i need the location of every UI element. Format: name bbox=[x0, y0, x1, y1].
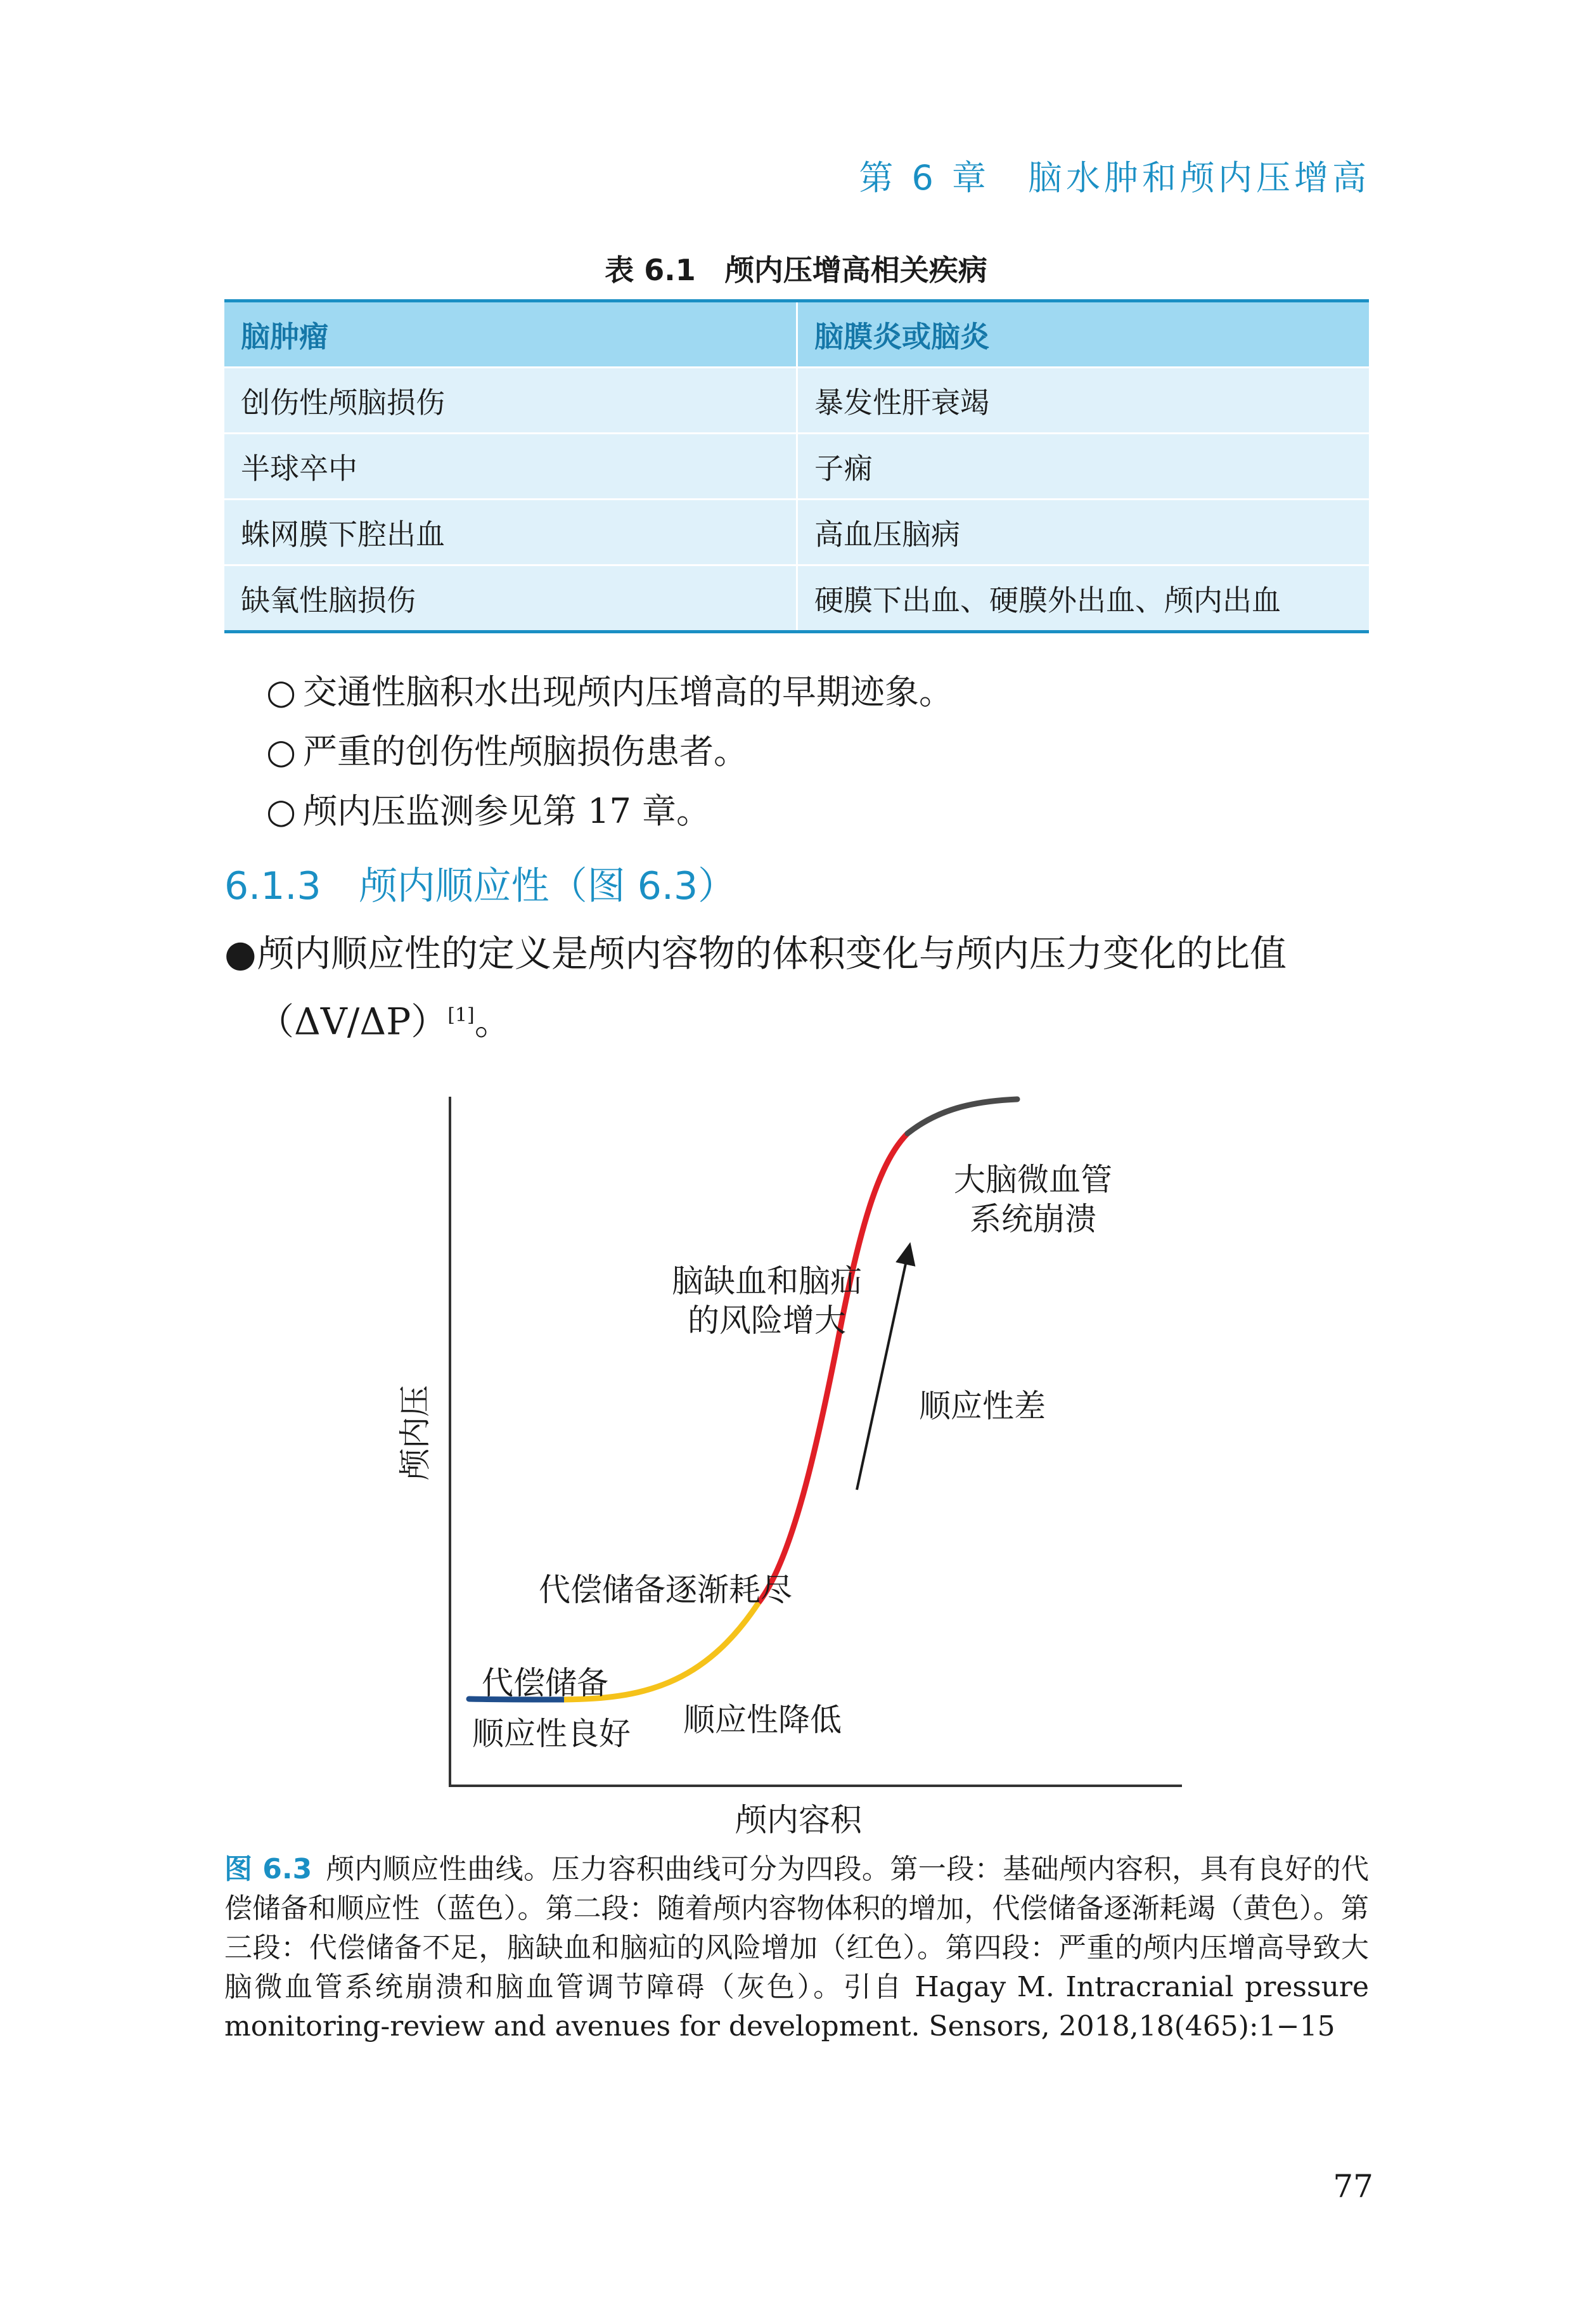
table-cell: 创伤性颅脑损伤 bbox=[224, 368, 797, 434]
table-caption-title: 颅内压增高相关疾病 bbox=[724, 253, 987, 287]
annotation-compensatory-reserve: 代偿储备 bbox=[482, 1665, 608, 1701]
paragraph-line bbox=[224, 984, 1378, 1052]
table-caption bbox=[0, 247, 1592, 289]
curve-segment-red bbox=[759, 1133, 908, 1603]
list-item-text: 交通性脑积水出现颅内压增高的早期迹象。 bbox=[303, 672, 953, 712]
dot-bullet-icon: ● bbox=[224, 932, 257, 975]
figure-caption-label: 图 6.3 bbox=[224, 1853, 312, 1885]
table-cell: 暴发性肝衰竭 bbox=[797, 368, 1370, 434]
curve-segment-gray bbox=[908, 1099, 1017, 1133]
compliance-figure bbox=[380, 1078, 1204, 1841]
section-heading bbox=[224, 856, 736, 910]
list-item bbox=[266, 662, 953, 722]
annotation-collapse-line1: 大脑微血管 bbox=[954, 1161, 1112, 1198]
table-header-cell: 脑肿瘤 bbox=[224, 301, 797, 368]
figure-caption bbox=[224, 1850, 1369, 2046]
table-row bbox=[224, 500, 1369, 565]
annotation-good-compliance: 顺应性良好 bbox=[472, 1715, 631, 1752]
circle-bullet-icon: ○ bbox=[266, 791, 297, 831]
table-caption-number: 表 6.1 bbox=[605, 253, 696, 287]
paragraph-line bbox=[224, 922, 1378, 984]
list-item bbox=[266, 782, 953, 841]
list-item bbox=[266, 722, 953, 782]
table-cell: 蛛网膜下腔出血 bbox=[224, 500, 797, 565]
table-cell: 高血压脑病 bbox=[797, 500, 1370, 565]
table-header-cell: 脑膜炎或脑炎 bbox=[797, 301, 1370, 368]
x-axis-label: 颅内容积 bbox=[735, 1802, 862, 1838]
annotation-risk-line1: 脑缺血和脑疝 bbox=[672, 1263, 862, 1300]
annotation-collapse-line2: 系统崩溃 bbox=[970, 1201, 1096, 1237]
table-cell: 子痫 bbox=[797, 434, 1370, 500]
annotation-reduced-compliance: 顺应性降低 bbox=[683, 1701, 842, 1738]
figure-caption-text: 颅内顺应性曲线。压力容积曲线可分为四段。第一段：基础颅内容积，具有良好的代偿储备和顺应性（蓝色）。第二段：随着颅内容物体积的增加，代偿储备逐渐耗竭（黄色）。第三段：代偿储备不足，脑缺血和脑疝的风险增加（红色）。第四段：严重的颅内压增高导致大脑微血管系统崩溃和脑血管调节障碍（灰色）。引自 Hagay M. Intracranial pressure monitoring-review and avenues for development. Sensors, 2018,18(465):1−15 bbox=[224, 1853, 1370, 2043]
paragraph-text: 颅内顺应性的定义是颅内容物的体积变化与颅内压力变化的比值 bbox=[257, 932, 1287, 975]
list-item-text: 颅内压监测参见第 17 章。 bbox=[303, 791, 711, 831]
increasing-risk-arrow bbox=[857, 1252, 908, 1490]
bullet-list bbox=[266, 662, 953, 841]
annotation-reserve-exhausted: 代偿储备逐渐耗尽 bbox=[539, 1572, 792, 1608]
table-row bbox=[224, 434, 1369, 500]
paragraph-end: 。 bbox=[474, 1000, 511, 1043]
annotation-risk-line2: 的风险增大 bbox=[688, 1302, 846, 1339]
y-axis-label: 颅内压 bbox=[397, 1385, 433, 1480]
table-row bbox=[224, 565, 1369, 632]
table-cell: 缺氧性脑损伤 bbox=[224, 565, 797, 632]
section-title: 颅内顺应性（图 6.3） bbox=[359, 864, 736, 908]
section-number: 6.1.3 bbox=[224, 864, 321, 908]
table-cell: 半球卒中 bbox=[224, 434, 797, 500]
circle-bullet-icon: ○ bbox=[266, 732, 297, 771]
table-header-row bbox=[224, 301, 1369, 368]
running-head: 第 6 章 脑水肿和颅内压增高 bbox=[859, 158, 1370, 198]
disease-table bbox=[224, 299, 1369, 633]
annotation-poor-compliance: 顺应性差 bbox=[919, 1388, 1046, 1424]
paragraph-formula: （ΔV/ΔP） bbox=[257, 1000, 448, 1043]
circle-bullet-icon: ○ bbox=[266, 672, 297, 712]
definition-paragraph bbox=[224, 922, 1378, 1052]
page-number: 77 bbox=[1333, 2168, 1373, 2205]
table-cell: 硬膜下出血、硬膜外出血、颅内出血 bbox=[797, 565, 1370, 632]
list-item-text: 严重的创伤性颅脑损伤患者。 bbox=[303, 732, 748, 771]
reference-marker: [1] bbox=[447, 1004, 475, 1026]
table-row bbox=[224, 368, 1369, 434]
compliance-curve-chart bbox=[380, 1078, 1204, 1838]
